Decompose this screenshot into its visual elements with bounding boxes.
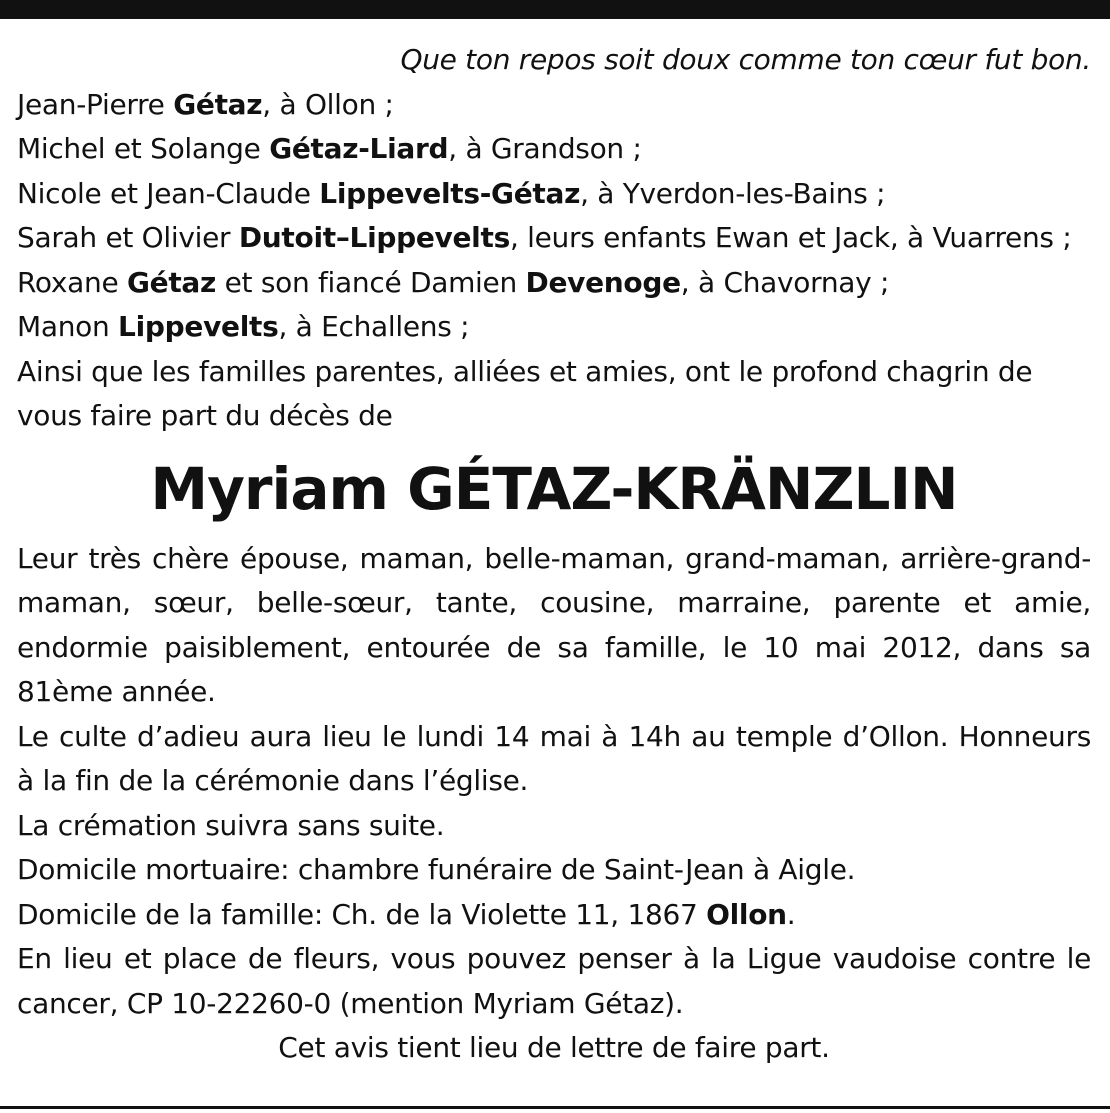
domicile-famille (17, 893, 1091, 938)
family-surname: Lippevelts-Gétaz (319, 176, 581, 210)
family-line-5 (17, 261, 1091, 306)
domicile-famille-punct: . (786, 897, 796, 931)
family-text: , à Echallens ; (278, 310, 470, 343)
family-surname: Gétaz (126, 265, 217, 299)
service-paragraph: Le culte d’adieu aura lieu le lundi 14 mai à 14h au temple d’Ollon. Honneurs à la fin de la cérémonie dans l’église. (17, 719, 1091, 797)
family-surname: Gétaz-Liard (269, 132, 449, 165)
motto: Que ton repos soit doux comme ton cœur fut bon. (400, 43, 1091, 76)
domicile-mortuaire: Domicile mortuaire: chambre funéraire de Saint-Jean à Aigle. (17, 853, 856, 886)
announcement: Ainsi que les familles parentes, alliées et amies, ont le profond chagrin de vous faire part du décès de (17, 354, 1033, 432)
top-rule (0, 0, 1110, 19)
deceased-name: Myriam GÉTAZ-KRÄNZLIN (150, 454, 958, 523)
donation-paragraph: En lieu et place de fleurs, vous pouvez penser à la Ligue vaudoise contre le cancer, CP 10-22260-0 (mention Myriam Gétaz). (17, 942, 1091, 1020)
family-text: Nicole et Jean-Claude (17, 176, 320, 210)
family-text: Michel et Solange (17, 132, 270, 165)
family-text: , à Grandson ; (448, 132, 642, 165)
family-line-1 (17, 83, 1091, 128)
family-line-2 (17, 127, 1091, 172)
family-text: , à Ollon ; (262, 87, 394, 121)
bottom-rule (0, 1106, 1110, 1109)
family-text: , à Yverdon-les-Bains ; (580, 176, 886, 210)
family-text: et son fiancé Damien (216, 265, 526, 299)
cremation-line: La crémation suivra sans suite. (17, 808, 445, 842)
family-line-3 (17, 172, 1091, 217)
family-text: Roxane (17, 265, 127, 299)
family-surname: Devenoge (525, 265, 681, 299)
family-text: Sarah et Olivier (17, 221, 239, 254)
family-text: Jean-Pierre (17, 87, 174, 121)
closing-line: Cet avis tient lieu de lettre de faire part. (278, 1031, 830, 1064)
family-surname: Dutoit–Lippevelts (238, 221, 510, 254)
family-surname: Gétaz (173, 87, 263, 121)
family-text: Manon (17, 310, 119, 343)
obituary-notice (17, 38, 1091, 1071)
domicile-famille-town: Ollon (706, 897, 787, 931)
family-line-4 (17, 216, 1091, 261)
family-text: , leurs enfants Ewan et Jack, à Vuarrens ; (509, 221, 1072, 254)
description-paragraph: Leur très chère épouse, maman, belle-maman, grand-maman, arrière-grand-maman, sœur, belle-sœur, tante, cousine, marraine, parente et amie, endormie paisiblement, entourée de sa famille, le 10 mai 2012, dans sa 81ème année. (17, 541, 1091, 708)
family-text: , à Chavornay ; (680, 265, 890, 299)
family-line-6 (17, 305, 1091, 350)
domicile-famille-text: Domicile de la famille: Ch. de la Violette 11, 1867 (17, 897, 707, 931)
family-surname: Lippevelts (118, 310, 279, 343)
